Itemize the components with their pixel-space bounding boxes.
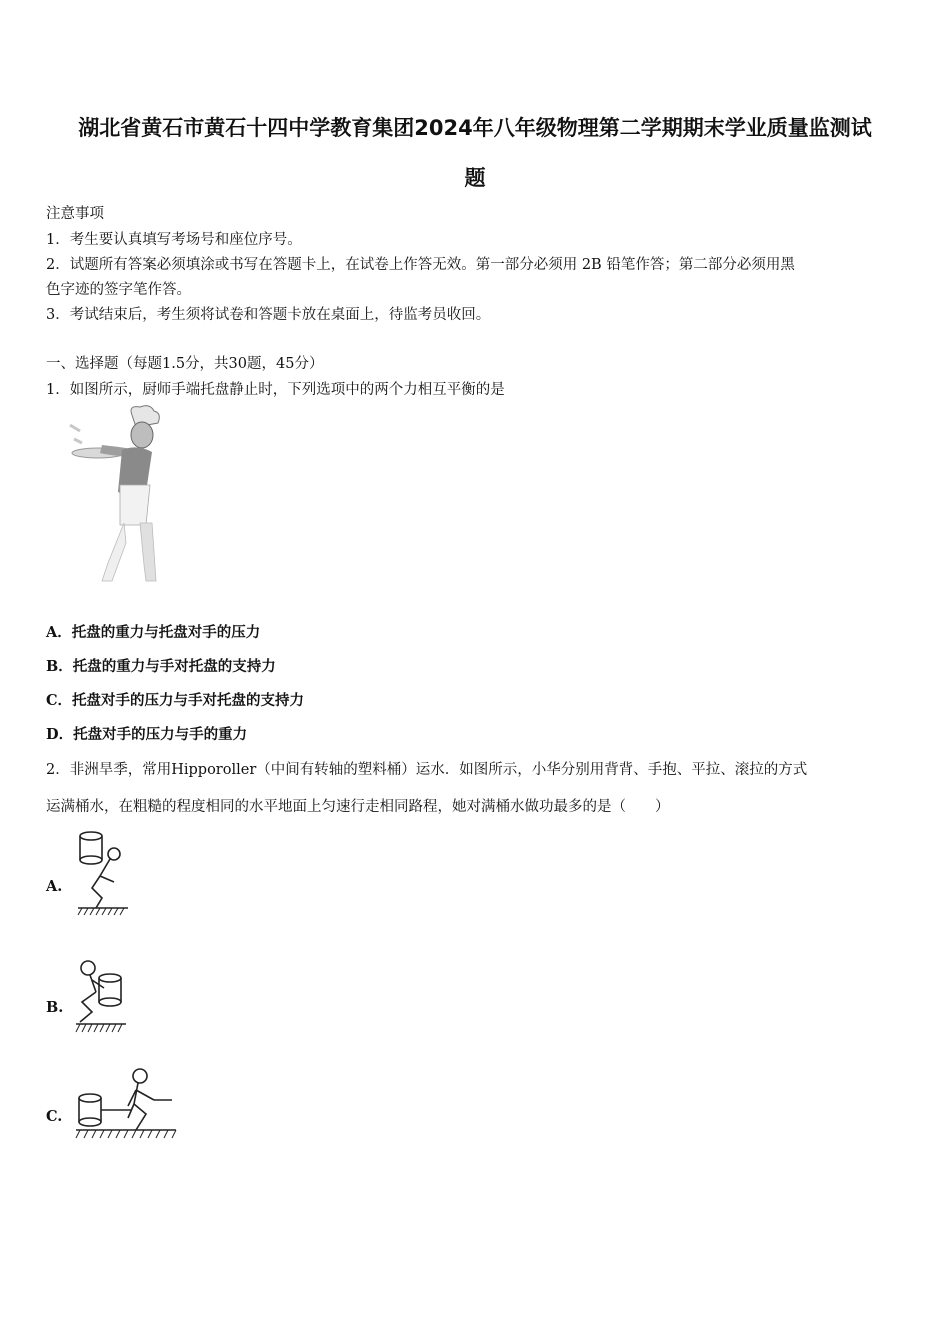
- stick-figure-back-carry: [74, 828, 134, 918]
- chef-holding-tray-figure: [62, 405, 172, 585]
- document-title-line2: 题: [464, 166, 486, 190]
- question-1-stem: 1．如图所示，厨师手端托盘静止时，下列选项中的两个力相互平衡的是: [46, 382, 505, 398]
- notice-item-2: 2．试题所有答案必须填涂或书写在答题卡上，在试卷上作答无效。第一部分必须用 2B 铅笔作答；第二部分必须用黑: [46, 257, 795, 273]
- question-2-option-c-label: C.: [46, 1108, 63, 1125]
- question-1-option-d: D．托盘对手的压力与手的重力: [46, 726, 248, 743]
- notice-heading: 注意事项: [46, 206, 104, 222]
- notice-item-1: 1．考生要认真填写考场号和座位序号。: [46, 232, 302, 248]
- document-title-line1: 湖北省黄石市黄石十四中学教育集团2024年八年级物理第二学期期末学业质量监测试: [78, 116, 872, 140]
- question-2-stem-line1: 2．非洲旱季，常用Hipporoller（中间有转轴的塑料桶）运水．如图所示，小华分别用背背、手抱、平拉、滚拉的方式: [46, 762, 808, 778]
- question-2-option-a-label: A.: [46, 878, 63, 895]
- question-1-option-b: B．托盘的重力与手对托盘的支持力: [46, 658, 276, 675]
- question-2-stem-line2: 运满桶水，在粗糙的程度相同的水平地面上匀速行走相同路程，她对满桶水做功最多的是（ ）: [46, 799, 670, 815]
- notice-item-2-cont: 色字迹的签字笔作答。: [46, 282, 191, 298]
- section-heading: 一、选择题（每题1.5分，共30题，45分）: [46, 356, 324, 372]
- notice-item-3: 3．考试结束后，考生须将试卷和答题卡放在桌面上，待监考员收回。: [46, 307, 491, 323]
- question-1-option-c: C．托盘对手的压力与手对托盘的支持力: [46, 692, 305, 709]
- question-1-option-a: A．托盘的重力与托盘对手的压力: [46, 624, 261, 641]
- question-2-option-b-label: B.: [46, 999, 64, 1016]
- stick-figure-hand-carry: [72, 956, 132, 1038]
- stick-figure-pull-drag: [72, 1064, 184, 1146]
